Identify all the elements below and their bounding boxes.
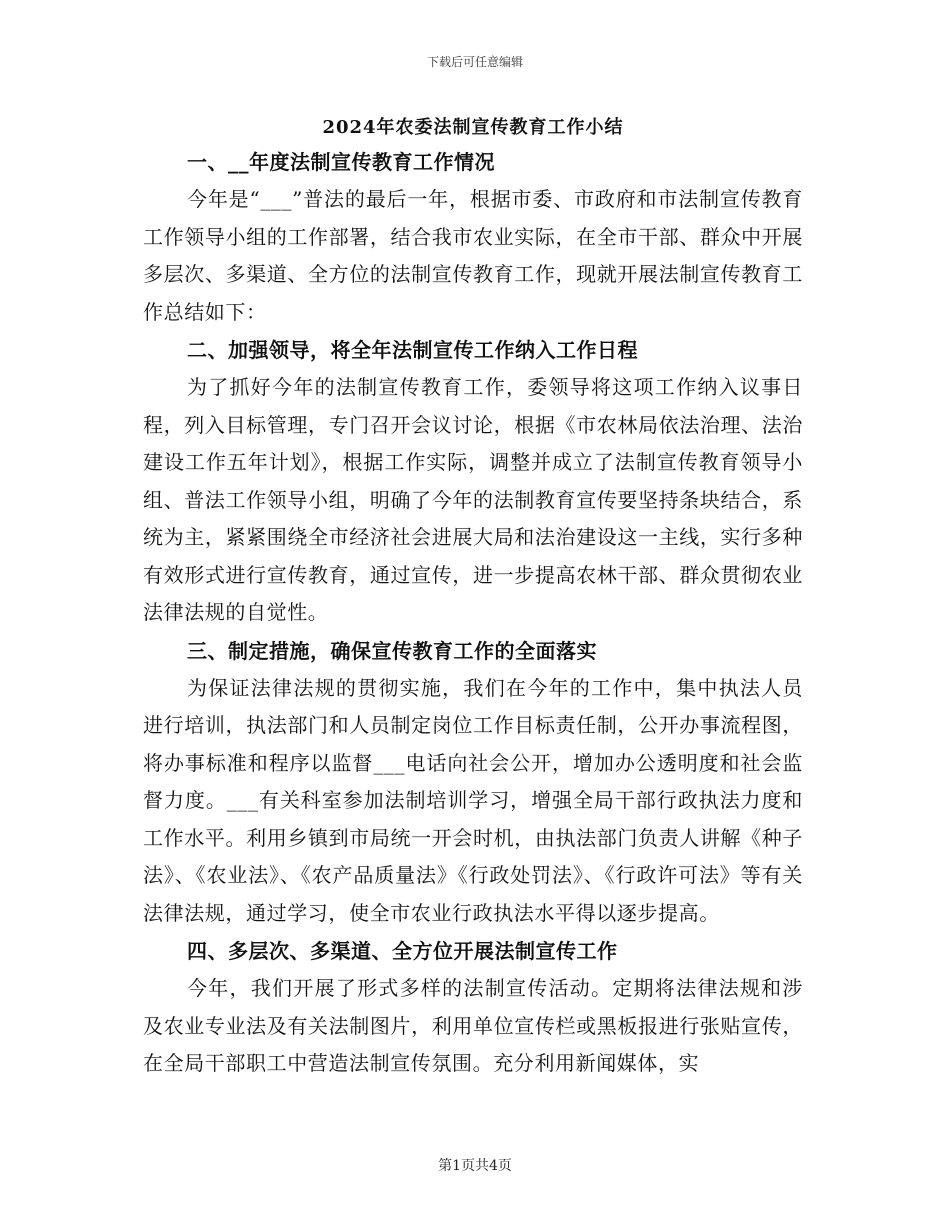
document-body (143, 113, 803, 1083)
section-paragraph-4: 今年，我们开展了形式多样的法制宣传活动。定期将法律法规和涉及农业专业法及有关法制图片，利用单位宣传栏或黑板报进行张贴宣传，在全局干部职工中营造法制宣传氛围。充分利用新闻媒体，实 (143, 976, 803, 1075)
section-heading-4: 四、多层次、多渠道、全方位开展法制宣传工作 (187, 939, 618, 963)
section-heading-2: 二、加强领导，将全年法制宣传工作纳入工作日程 (187, 338, 638, 362)
document-title: 2024年农委法制宣传教育工作小结 (322, 117, 624, 138)
section-heading-1: 一、__年度法制宣传教育工作情况 (187, 150, 495, 174)
header-note: 下载后可任意编辑 (426, 55, 523, 69)
page-number: 第1页共4页 (438, 1158, 512, 1174)
section-paragraph-3: 为保证法律法规的贯彻实施，我们在今年的工作中，集中执法人员进行培训，执法部门和人员制定岗位工作目标责任制，公开办事流程图，将办事标准和程序以监督___电话向社会公开，增加办公透明度和社会监督力度。___有关科室参加法制培训学习，增强全局干部行政执法力度和工作水平。利用乡镇到市局统一开会时机，由执法部门负责人讲解《种子法》、《农业法》、《农产品质量法》《行政处罚法》、《行政许可法》等有关法律法规，通过学习，使全市农业行政执法水平得以逐步提高。 (143, 675, 803, 925)
section-paragraph-1: 今年是“___”普法的最后一年，根据市委、市政府和市法制宣传教育工作领导小组的工作部署，结合我市农业实际，在全市干部、群众中开展多层次、多渠道、全方位的法制宣传教育工作，现就开展法制宣传教育工作总结如下： (143, 187, 803, 324)
section-heading-3: 三、制定措施，确保宣传教育工作的全面落实 (187, 638, 597, 663)
section-paragraph-2: 为了抓好今年的法制宣传教育工作，委领导将这项工作纳入议事日程，列入目标管理，专门召开会议讨论，根据《市农林局依法治理、法治建设工作五年计划》，根据工作实际，调整并成立了法制宣传教育领导小组、普法工作领导小组，明确了今年的法制教育宣传要坚持条块结合，系统为主，紧紧围绕全市经济社会进展大局和法治建设这一主线，实行多种有效形式进行宣传教育，通过宣传，进一步提高农林干部、群众贯彻农业法律法规的自觉性。 (143, 375, 803, 624)
